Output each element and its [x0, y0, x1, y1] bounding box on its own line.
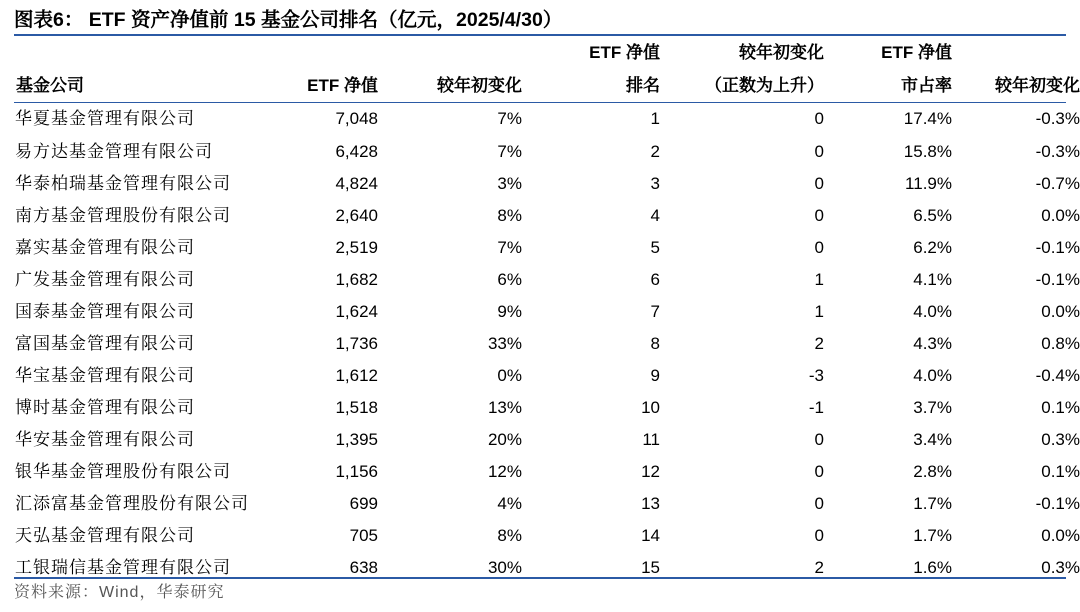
- value-cell: 0.0%: [1041, 206, 1080, 225]
- value-cell: 0.3%: [1041, 430, 1080, 449]
- value-cell: 0: [814, 174, 824, 193]
- table-row: [14, 360, 1080, 392]
- value-cell: 7%: [497, 142, 522, 161]
- company-name-cell: 银华基金管理股份有限公司: [15, 462, 231, 481]
- value-cell: 638: [349, 558, 378, 577]
- value-cell: 15.8%: [903, 142, 952, 161]
- value-cell: 0: [814, 238, 824, 257]
- value-cell: 3.7%: [913, 398, 952, 417]
- value-cell: 33%: [487, 334, 522, 353]
- value-cell: 1,518: [335, 398, 378, 417]
- value-cell: 1,612: [335, 366, 378, 385]
- table-row: [14, 136, 1080, 168]
- company-name-cell: 南方基金管理股份有限公司: [15, 206, 231, 225]
- company-name-cell: 天弘基金管理有限公司: [15, 526, 195, 545]
- value-cell: 0: [814, 430, 824, 449]
- value-cell: 4%: [497, 494, 522, 513]
- value-cell: 1: [650, 109, 660, 128]
- header-cell: 较年初变化: [739, 43, 824, 62]
- value-cell: 0.0%: [1041, 526, 1080, 545]
- value-cell: 0: [814, 206, 824, 225]
- value-cell: 20%: [487, 430, 522, 449]
- company-name-cell: 华泰柏瑞基金管理有限公司: [15, 174, 231, 193]
- header-cell: 排名: [626, 76, 660, 95]
- value-cell: 0%: [497, 366, 522, 385]
- table-row: [14, 424, 1080, 456]
- value-cell: 4: [650, 206, 660, 225]
- value-cell: 2: [814, 558, 824, 577]
- table-row: [14, 264, 1080, 296]
- value-cell: 1,624: [335, 302, 378, 321]
- value-cell: -1: [808, 398, 824, 417]
- company-name-cell: 易方达基金管理有限公司: [15, 142, 213, 161]
- header-cell: 市占率: [901, 76, 952, 95]
- value-cell: 705: [349, 526, 378, 545]
- table-row: [14, 232, 1080, 264]
- value-cell: 11.9%: [905, 174, 952, 193]
- value-cell: 10: [641, 398, 660, 417]
- value-cell: 1,395: [335, 430, 378, 449]
- value-cell: 8%: [497, 526, 522, 545]
- value-cell: 5: [650, 238, 660, 257]
- header-cell: [14, 36, 276, 69]
- value-cell: 0: [814, 109, 824, 128]
- source-note: 资料来源：Wind，华泰研究: [14, 584, 225, 601]
- value-cell: -0.3%: [1035, 142, 1080, 161]
- table-row: [14, 488, 1080, 520]
- value-cell: 14: [641, 526, 660, 545]
- value-cell: 0: [814, 462, 824, 481]
- value-cell: 6%: [497, 270, 522, 289]
- header-cell: [382, 36, 526, 69]
- table-row: [14, 520, 1080, 552]
- value-cell: 7,048: [335, 109, 378, 128]
- table-row: [14, 102, 1080, 136]
- value-cell: 0.8%: [1041, 334, 1080, 353]
- header-cell: [276, 36, 382, 69]
- table-row: [14, 456, 1080, 488]
- value-cell: 9: [650, 366, 660, 385]
- value-cell: 0: [814, 526, 824, 545]
- company-name-cell: 汇添富基金管理股份有限公司: [15, 494, 249, 513]
- figure-title: 图表6： ETF 资产净值前 15 基金公司排名（亿元，2025/4/30）: [14, 9, 563, 31]
- value-cell: 13: [641, 494, 660, 513]
- value-cell: 2.8%: [913, 462, 952, 481]
- value-cell: 7%: [497, 109, 522, 128]
- value-cell: 3.4%: [913, 430, 952, 449]
- value-cell: 15: [641, 558, 660, 577]
- value-cell: 2,519: [335, 238, 378, 257]
- header-cell: ETF 净值: [589, 43, 660, 62]
- value-cell: 1: [814, 270, 824, 289]
- value-cell: 0.0%: [1041, 302, 1080, 321]
- etf-ranking-table: [14, 36, 1080, 584]
- table-body: [14, 102, 1080, 584]
- value-cell: 4.3%: [913, 334, 952, 353]
- value-cell: 1.6%: [913, 558, 952, 577]
- table-row: [14, 168, 1080, 200]
- header-row-1: [14, 36, 1080, 69]
- company-name-cell: 华安基金管理有限公司: [15, 430, 195, 449]
- value-cell: 7%: [497, 238, 522, 257]
- value-cell: 1: [814, 302, 824, 321]
- value-cell: 0.1%: [1041, 398, 1080, 417]
- value-cell: 1.7%: [913, 526, 952, 545]
- value-cell: -0.3%: [1035, 109, 1080, 128]
- header-cell: 较年初变化: [437, 76, 522, 95]
- value-cell: -0.7%: [1035, 174, 1080, 193]
- value-cell: 8%: [497, 206, 522, 225]
- value-cell: 1,736: [335, 334, 378, 353]
- value-cell: 7: [650, 302, 660, 321]
- value-cell: 4,824: [335, 174, 378, 193]
- company-name-cell: 广发基金管理有限公司: [15, 270, 195, 289]
- value-cell: 12%: [487, 462, 522, 481]
- value-cell: 0: [814, 142, 824, 161]
- value-cell: 699: [349, 494, 378, 513]
- value-cell: 6: [650, 270, 660, 289]
- company-name-cell: 博时基金管理有限公司: [15, 398, 195, 417]
- value-cell: 13%: [487, 398, 522, 417]
- value-cell: -0.1%: [1035, 494, 1080, 513]
- value-cell: 6.5%: [913, 206, 952, 225]
- value-cell: 0: [814, 494, 824, 513]
- value-cell: 11: [642, 430, 660, 449]
- value-cell: 0.1%: [1041, 462, 1080, 481]
- value-cell: -0.1%: [1035, 238, 1080, 257]
- bottom-rule: [14, 577, 1066, 579]
- company-name-cell: 华宝基金管理有限公司: [15, 366, 195, 385]
- header-cell: （正数为上升）: [705, 76, 824, 95]
- table-row: [14, 392, 1080, 424]
- header-cell: 较年初变化: [995, 76, 1080, 95]
- company-name-cell: 国泰基金管理有限公司: [15, 302, 195, 321]
- value-cell: 3%: [497, 174, 522, 193]
- value-cell: 8: [650, 334, 660, 353]
- header-cell: [956, 36, 1080, 69]
- value-cell: -3: [808, 366, 824, 385]
- value-cell: 6.2%: [913, 238, 952, 257]
- company-name-cell: 工银瑞信基金管理有限公司: [15, 558, 231, 577]
- header-cell: 基金公司: [16, 76, 84, 95]
- value-cell: 0.3%: [1041, 558, 1080, 577]
- company-name-cell: 华夏基金管理有限公司: [15, 109, 195, 128]
- company-name-cell: 富国基金管理有限公司: [15, 334, 195, 353]
- value-cell: 4.0%: [913, 366, 952, 385]
- value-cell: 12: [641, 462, 660, 481]
- value-cell: 1.7%: [913, 494, 952, 513]
- value-cell: 30%: [487, 558, 522, 577]
- value-cell: 1,682: [335, 270, 378, 289]
- value-cell: -0.4%: [1035, 366, 1080, 385]
- table-row: [14, 328, 1080, 360]
- value-cell: 17.4%: [903, 109, 952, 128]
- header-cell: ETF 净值: [881, 43, 952, 62]
- company-name-cell: 嘉实基金管理有限公司: [15, 238, 195, 257]
- value-cell: -0.1%: [1035, 270, 1080, 289]
- value-cell: 9%: [497, 302, 522, 321]
- header-row-2: [14, 69, 1080, 102]
- table-row: [14, 200, 1080, 232]
- header-cell: ETF 净值: [307, 76, 378, 95]
- value-cell: 4.0%: [913, 302, 952, 321]
- table-row: [14, 552, 1080, 584]
- value-cell: 1,156: [335, 462, 378, 481]
- value-cell: 4.1%: [913, 270, 952, 289]
- table-row: [14, 296, 1080, 328]
- value-cell: 2: [650, 142, 660, 161]
- value-cell: 2: [814, 334, 824, 353]
- value-cell: 3: [650, 174, 660, 193]
- value-cell: 6,428: [335, 142, 378, 161]
- value-cell: 2,640: [335, 206, 378, 225]
